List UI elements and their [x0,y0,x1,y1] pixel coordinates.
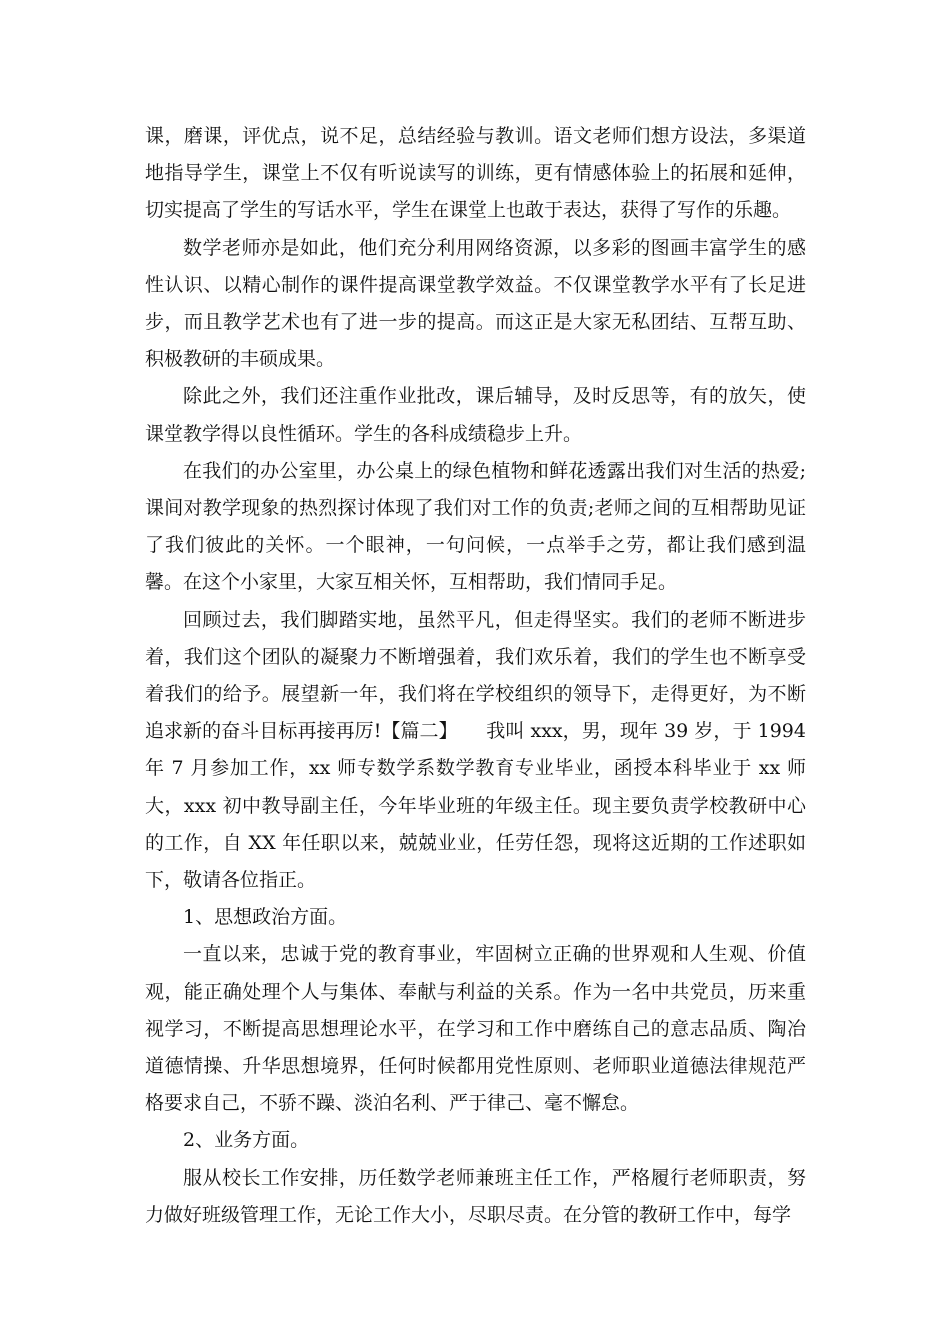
paragraph: 除此之外，我们还注重作业批改，课后辅导，及时反思等，有的放矢，使课堂教学得以良性循环。学生的各科成绩稳步上升。 [145,385,806,445]
paragraph: 在我们的办公室里，办公桌上的绿色植物和鲜花透露出我们对生活的热爱;课间对教学现象的热烈探讨体现了我们对工作的负责;老师之间的互相帮助见证了我们彼此的关怀。一个眼神，一句问候，一点举手之劳，都让我们感到温馨。在这个小家里，大家互相关怀，互相帮助，我们情同手足。 [145,459,806,594]
paragraph: 课，磨课，评优点，说不足，总结经验与教训。语文老师们想方设法，多渠道地指导学生，课堂上不仅有听说读写的训练，更有情感体验上的拓展和延伸，切实提高了学生的写话水平，学生在课堂上也敢于表达，获得了写作的乐趣。 [145,125,806,222]
paragraph: 服从校长工作安排，历任数学老师兼班主任工作，严格履行老师职责，努力做好班级管理工作，无论工作大小，尽职尽责。在分管的教研工作中，每学 [145,1166,806,1226]
document-body [145,118,806,1234]
section-heading: 1、思想政治方面。 [183,906,348,929]
paragraph: 数学老师亦是如此，他们充分利用网络资源，以多彩的图画丰富学生的感性认识、以精心制作的课件提高课堂教学效益。不仅课堂教学水平有了长足进步，而且教学艺术也有了进一步的提高。而这正是大家无私团结、互帮互助、积极教研的丰硕成果。 [145,236,806,371]
section-heading: 2、业务方面。 [183,1129,310,1152]
paragraph: 回顾过去，我们脚踏实地，虽然平凡，但走得坚实。我们的老师不断进步着，我们这个团队的凝聚力不断增强着，我们欢乐着，我们的学生也不断享受着我们的给予。展望新一年，我们将在学校组织的领导下，走得更好，为不断追求新的奋斗目标再接再厉!【篇二】 我叫 xxx，男，现年 39 岁，于 1994 年 7 月参加工作，xx 师专数学系数学教育专业毕业，函授本科毕业于 xx 师大，xxx 初中教导副主任，今年毕业班的年级主任。现主要负责学校教研中心的工作，自 XX 年任职以来，兢兢业业，任劳任怨，现将这近期的工作述职如下，敬请各位指正。 [145,608,806,892]
paragraph: 一直以来，忠诚于党的教育事业，牢固树立正确的世界观和人生观、价值观，能正确处理个人与集体、奉献与利益的关系。作为一名中共党员，历来重视学习，不断提高思想理论水平，在学习和工作中磨练自己的意志品质、陶冶道德情操、升华思想境界，任何时候都用党性原则、老师职业道德法律规范严格要求自己，不骄不躁、淡泊名利、严于律己、毫不懈怠。 [145,943,806,1115]
